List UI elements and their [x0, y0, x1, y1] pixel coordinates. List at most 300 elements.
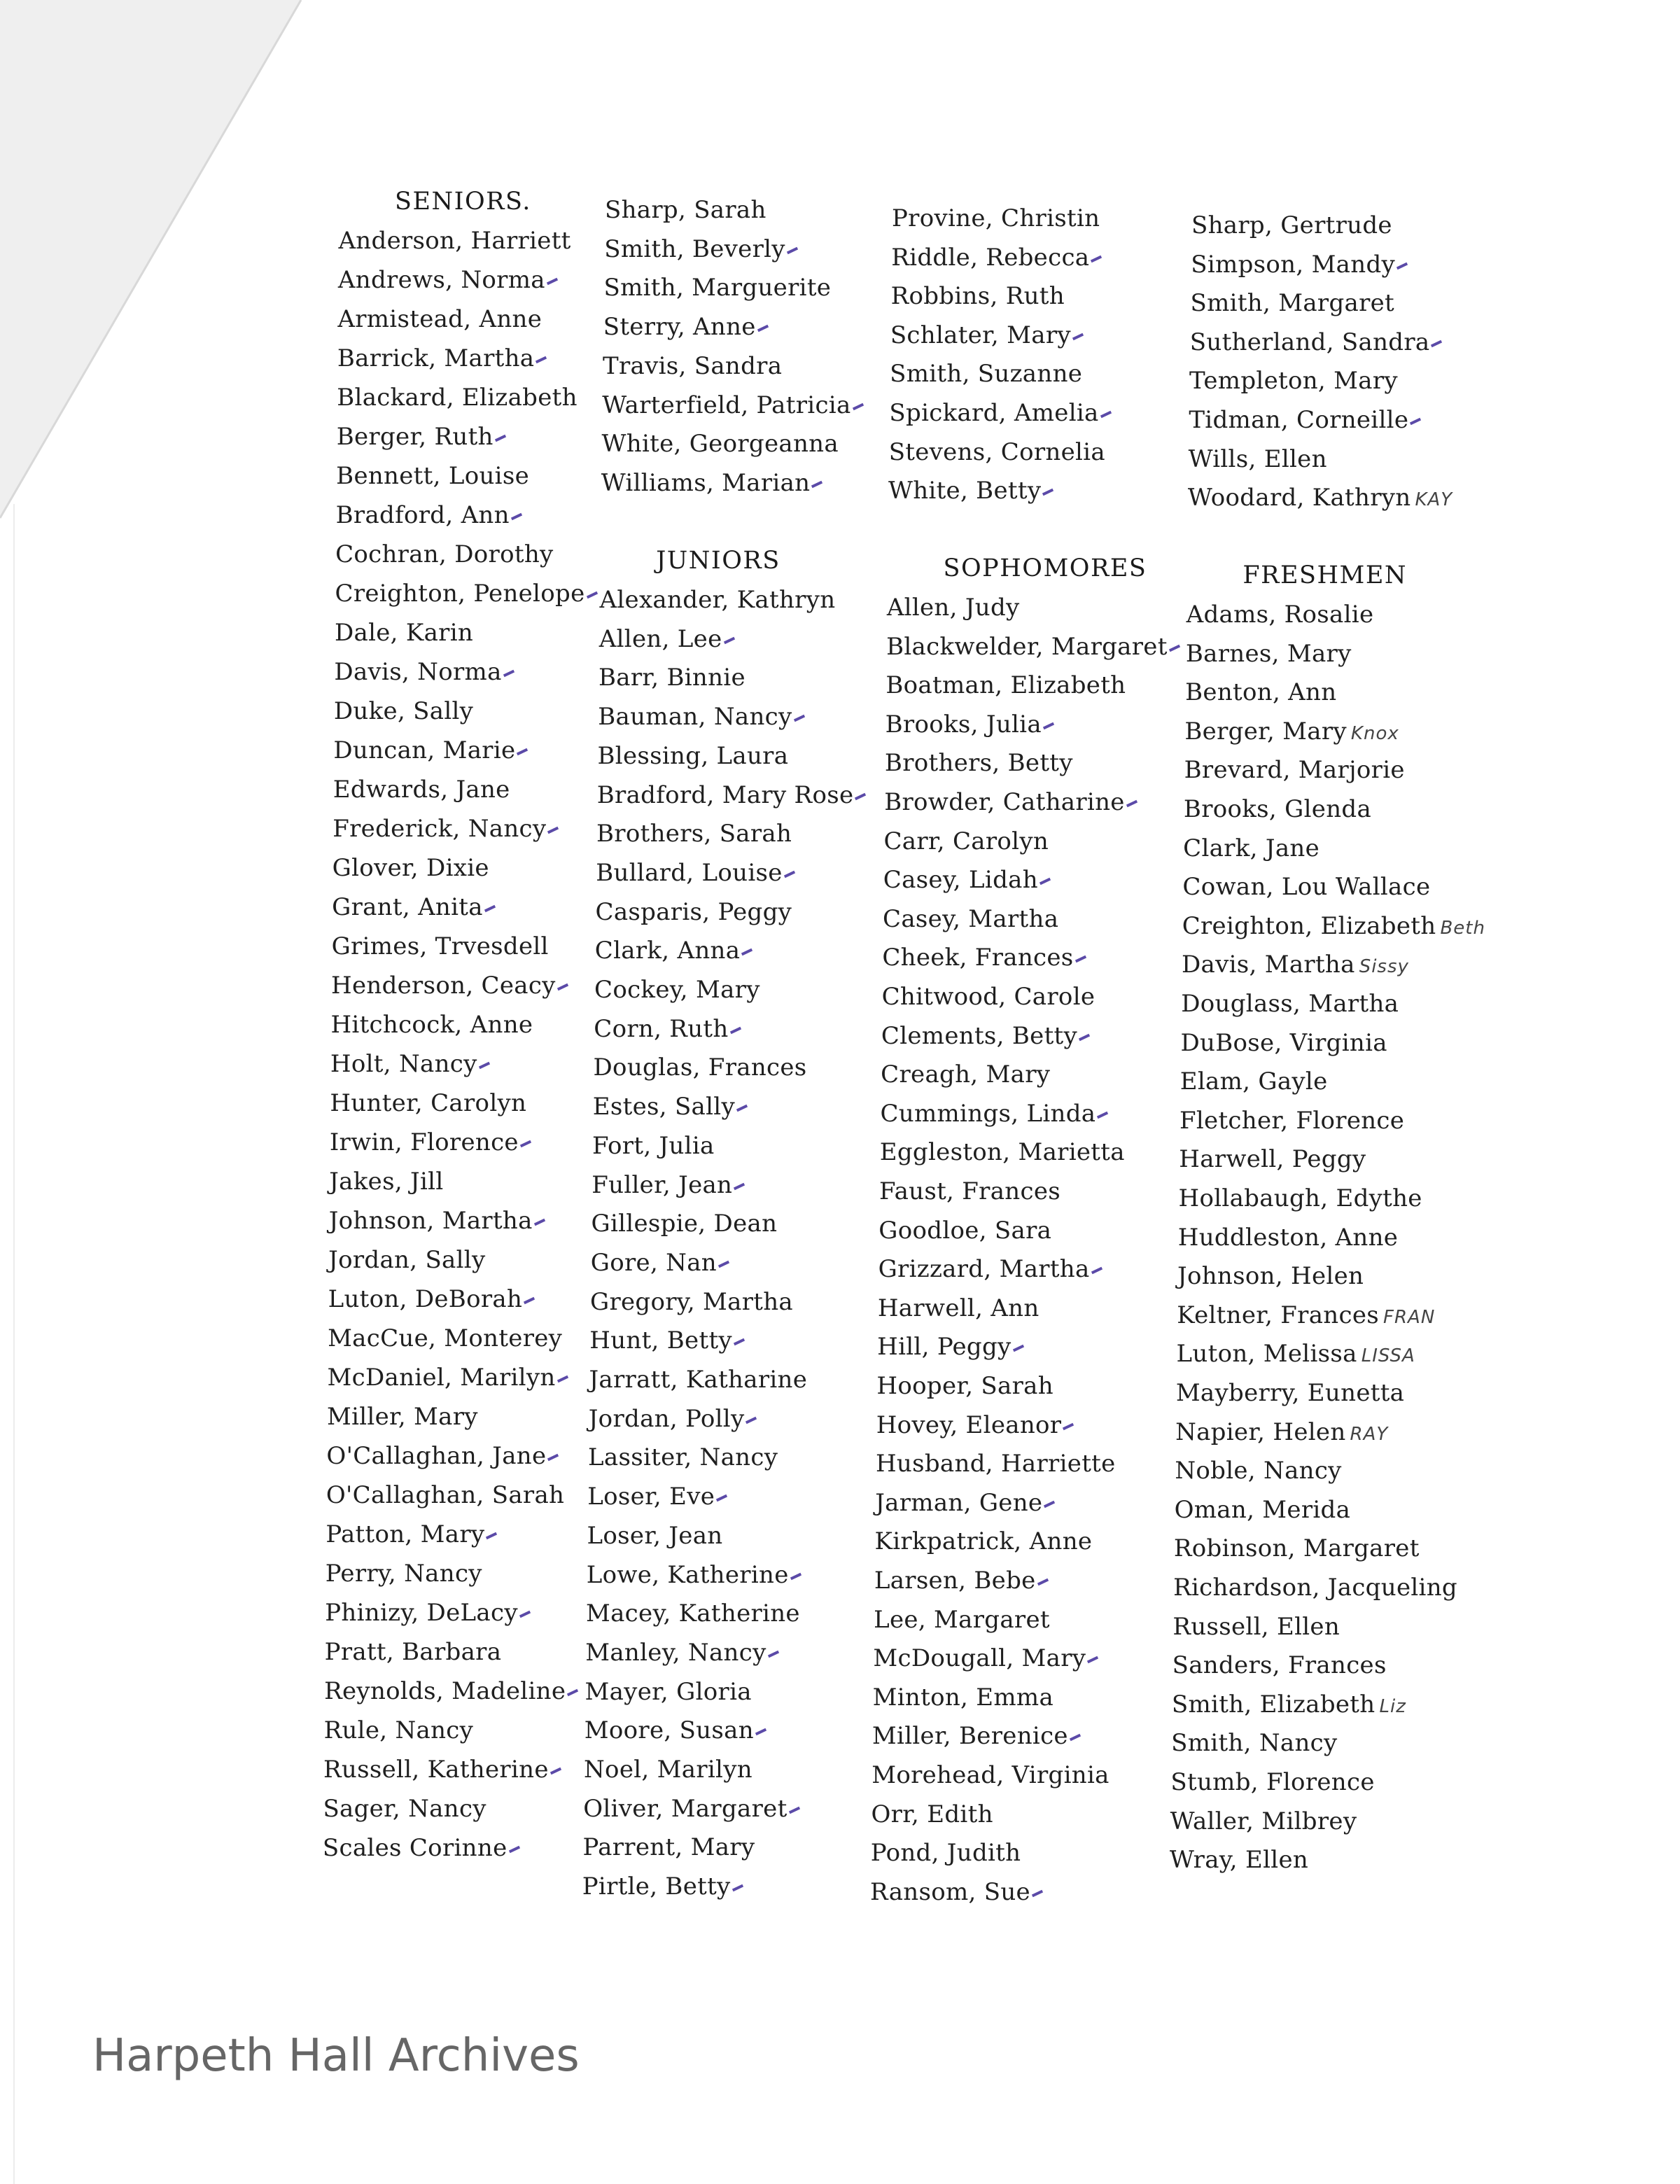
check-mark-icon [746, 1416, 757, 1423]
student-name: Goodloe, Sara [878, 1216, 1052, 1245]
check-mark-icon [852, 402, 863, 410]
student-name: Tidman, Corneille [1189, 406, 1409, 434]
student-name: Fletcher, Florence [1179, 1106, 1405, 1135]
roster-entry [589, 1326, 745, 1354]
student-name: Wray, Ellen [1169, 1846, 1309, 1875]
check-mark-icon [547, 1454, 559, 1461]
student-name: Harwell, Ann [877, 1294, 1040, 1322]
roster-entry [1185, 678, 1336, 706]
student-name: O'Callaghan, Jane [326, 1442, 547, 1470]
roster-entry [1182, 912, 1485, 942]
roster-entry [874, 1606, 1050, 1634]
roster-entry [589, 1366, 808, 1394]
roster-entry [592, 1171, 745, 1199]
check-mark-icon [520, 1140, 531, 1147]
roster-entry [1179, 1184, 1422, 1212]
student-name: Johnson, Helen [1177, 1262, 1364, 1291]
student-name: Luton, Melissa [1176, 1340, 1357, 1368]
roster-entry [883, 905, 1058, 933]
student-name: Barrick, Martha [337, 344, 535, 372]
student-name: Clark, Jane [1183, 834, 1320, 862]
roster-entry [329, 1168, 443, 1196]
roster-entry [891, 282, 1065, 310]
check-mark-icon [787, 246, 798, 253]
student-name: Barnes, Mary [1185, 639, 1352, 668]
check-mark-icon [1091, 1267, 1102, 1274]
check-mark-icon [755, 1728, 766, 1735]
roster-entry [598, 664, 746, 692]
student-name: Harwell, Peggy [1179, 1145, 1366, 1174]
roster-entry [328, 1324, 562, 1352]
student-name: Phinizy, DeLacy [325, 1599, 518, 1627]
roster-entry [585, 1639, 778, 1667]
roster-entry [1175, 1418, 1388, 1448]
roster-entry [587, 1522, 723, 1550]
student-name: Mayer, Gloria [584, 1677, 752, 1706]
roster-entry [880, 1138, 1125, 1166]
student-name: Pirtle, Betty [582, 1872, 731, 1901]
roster-entry [876, 1372, 1054, 1400]
roster-entry [887, 594, 1020, 622]
roster-entry [595, 937, 753, 965]
roster-entry [1174, 1534, 1420, 1562]
check-mark-icon [1396, 262, 1408, 269]
student-name: DuBose, Virginia [1180, 1028, 1387, 1057]
roster-entry [1177, 1262, 1364, 1290]
student-name: Hitchcock, Anne [330, 1011, 533, 1039]
roster-entry [1180, 1068, 1328, 1096]
student-name: Adams, Rosalie [1186, 601, 1374, 629]
roster-entry [882, 944, 1086, 972]
roster-entry [886, 671, 1126, 699]
student-name: Bauman, Nancy [598, 703, 792, 732]
roster-entry [886, 633, 1180, 661]
handwritten-nickname: KAY [1415, 489, 1453, 511]
check-mark-icon [757, 325, 769, 332]
student-name: Patton, Mary [326, 1520, 485, 1548]
roster-entry [337, 384, 578, 412]
check-mark-icon [1043, 722, 1054, 729]
roster-entry [336, 462, 529, 490]
student-name: Russell, Ellen [1172, 1612, 1340, 1641]
student-name: Blessing, Laura [597, 741, 789, 770]
roster-entry [590, 1288, 793, 1316]
student-name: Glover, Dixie [332, 854, 489, 882]
student-name: Cochran, Dorothy [335, 540, 554, 568]
student-name: Travis, Sandra [603, 351, 783, 380]
check-mark-icon [718, 1261, 729, 1268]
handwritten-nickname: Liz [1379, 1695, 1406, 1717]
student-name: Carr, Carolyn [883, 827, 1049, 855]
student-name: Loser, Jean [587, 1521, 723, 1550]
student-name: Allen, Judy [886, 594, 1020, 622]
roster-entry [1171, 1729, 1337, 1757]
student-name: Noel, Marilyn [584, 1756, 752, 1784]
roster-entry [326, 1481, 564, 1509]
student-name: Eggleston, Marietta [879, 1138, 1125, 1167]
check-mark-icon [1126, 800, 1138, 807]
roster-entry [328, 1285, 536, 1313]
check-mark-icon [723, 636, 734, 643]
roster-entry [878, 1217, 1051, 1245]
check-mark-icon [486, 1532, 497, 1539]
student-name: Lowe, Katherine [586, 1560, 789, 1589]
check-mark-icon [517, 748, 528, 755]
student-name: Riddle, Rebecca [891, 243, 1090, 272]
roster-entry [890, 360, 1082, 388]
check-mark-icon [1040, 878, 1051, 885]
section-heading: SOPHOMORES [943, 554, 1147, 583]
roster-entry [1170, 1807, 1357, 1835]
check-mark-icon [741, 948, 752, 955]
student-name: Cockey, Mary [594, 976, 760, 1004]
roster-entry [1175, 1457, 1341, 1485]
student-name: Armistead, Anne [337, 305, 542, 333]
student-name: Henderson, Ceacy [331, 972, 556, 1000]
roster-entry [1191, 251, 1408, 279]
student-name: Smith, Nancy [1171, 1729, 1338, 1758]
roster-entry [1189, 406, 1421, 434]
roster-entry [873, 1644, 1098, 1672]
student-name: Gillespie, Dean [591, 1210, 778, 1238]
roster-entry [1177, 1301, 1435, 1331]
check-mark-icon [586, 592, 597, 598]
student-name: Hill, Peggy [877, 1333, 1011, 1362]
check-mark-icon [556, 1376, 568, 1382]
roster-entry [876, 1450, 1116, 1478]
student-name: Anderson, Harriett [338, 227, 571, 255]
roster-entry [338, 266, 558, 294]
roster-entry [1182, 873, 1430, 901]
student-name: Manley, Nancy [585, 1638, 766, 1667]
student-name: Stumb, Florence [1170, 1768, 1375, 1796]
check-mark-icon [1012, 1345, 1023, 1352]
check-mark-icon [511, 513, 522, 520]
check-mark-icon [503, 670, 514, 677]
check-mark-icon [736, 1105, 748, 1112]
student-name: Napier, Helen [1175, 1418, 1346, 1446]
student-name: Frederick, Nancy [332, 815, 547, 843]
student-name: Davis, Norma [334, 658, 502, 686]
student-name: Kirkpatrick, Anne [874, 1527, 1093, 1556]
roster-entry [1170, 1768, 1374, 1796]
handwritten-nickname: LISSA [1361, 1345, 1415, 1367]
student-name: Sanders, Frances [1172, 1651, 1387, 1680]
student-name: Cheek, Frances [882, 944, 1074, 972]
student-name: Brooks, Glenda [1183, 795, 1372, 823]
student-name: Fuller, Jean [592, 1170, 733, 1199]
check-mark-icon [1097, 1112, 1108, 1119]
student-name: Barr, Binnie [598, 664, 746, 692]
check-mark-icon [811, 481, 822, 488]
student-name: Berger, Ruth [336, 423, 493, 451]
student-name: Provine, Christin [892, 204, 1100, 232]
student-name: Berger, Mary [1184, 717, 1347, 746]
student-name: Cowan, Lou Wallace [1182, 873, 1431, 902]
roster-entry [587, 1561, 802, 1589]
student-name: Brothers, Sarah [596, 820, 792, 848]
student-name: Casparis, Peggy [595, 897, 792, 926]
roster-entry [879, 1177, 1060, 1205]
student-name: Allen, Lee [598, 624, 722, 653]
roster-entry [328, 1246, 485, 1274]
check-mark-icon [788, 1806, 799, 1813]
student-name: Fort, Julia [592, 1131, 715, 1160]
check-mark-icon [508, 1846, 519, 1853]
roster-entry [885, 749, 1073, 777]
roster-entry [878, 1255, 1102, 1283]
student-name: Orr, Edith [871, 1800, 993, 1828]
student-name: Templeton, Mary [1189, 367, 1398, 396]
roster-entry [585, 1678, 752, 1706]
roster-entry [587, 1483, 727, 1511]
roster-entry [1178, 1224, 1398, 1252]
roster-entry [330, 1050, 490, 1078]
roster-entry [882, 983, 1096, 1011]
roster-entry [332, 815, 559, 843]
student-name: Smith, Margaret [1190, 289, 1395, 318]
student-name: Sterry, Anne [603, 313, 756, 342]
check-mark-icon [557, 983, 568, 990]
roster-entry [596, 898, 792, 926]
student-name: Jakes, Jill [329, 1168, 444, 1196]
roster-entry [603, 352, 782, 380]
student-name: Blackard, Elizabeth [337, 384, 578, 412]
roster-entry [1183, 834, 1320, 862]
roster-entry [336, 501, 522, 529]
roster-entry [599, 625, 735, 653]
student-name: Duke, Sally [333, 697, 474, 725]
roster-entry [598, 703, 804, 731]
roster-entry [1175, 1496, 1351, 1524]
student-name: MacCue, Monterey [328, 1324, 563, 1352]
roster-entry [597, 781, 867, 809]
roster-entry [1172, 1651, 1387, 1679]
section-heading: FRESHMEN [1242, 561, 1408, 590]
student-name: Jarman, Gene [875, 1488, 1043, 1517]
roster-entry [601, 469, 823, 497]
roster-entry [875, 1527, 1093, 1555]
student-name: Sager, Nancy [323, 1795, 486, 1823]
roster-entry [335, 540, 553, 568]
roster-entry [327, 1403, 478, 1431]
student-name: Gregory, Martha [590, 1287, 793, 1316]
student-name: Brothers, Betty [884, 749, 1073, 778]
student-name: Boatman, Elizabeth [886, 671, 1126, 700]
check-mark-icon [547, 827, 559, 834]
student-name: Stevens, Cornelia [888, 438, 1105, 466]
check-mark-icon [1431, 340, 1442, 347]
roster-entry [330, 1089, 526, 1117]
roster-entry [889, 399, 1111, 427]
student-name: Warterfield, Patricia [602, 391, 851, 419]
student-name: O'Callaghan, Sarah [326, 1481, 565, 1509]
student-name: Bullard, Louise [596, 858, 783, 887]
check-mark-icon [484, 905, 496, 912]
roster-entry [337, 344, 547, 372]
roster-entry [881, 1060, 1050, 1088]
roster-entry [1186, 640, 1352, 668]
roster-entry [1172, 1690, 1406, 1721]
roster-entry [596, 859, 794, 887]
roster-entry [600, 586, 836, 614]
roster-entry [594, 1054, 807, 1082]
student-name: Pond, Judith [870, 1839, 1021, 1868]
roster-entry [323, 1834, 520, 1862]
student-name: Hollabaugh, Edythe [1178, 1184, 1422, 1212]
check-mark-icon [855, 792, 866, 799]
student-name: Davis, Martha [1181, 951, 1355, 979]
student-name: Hunt, Betty [589, 1326, 732, 1355]
roster-entry [1191, 289, 1395, 317]
student-name: Creagh, Mary [881, 1060, 1051, 1089]
student-name: Minton, Emma [872, 1683, 1054, 1712]
student-name: Benton, Ann [1185, 678, 1337, 707]
roster-entry [883, 866, 1051, 894]
roster-entry [1181, 990, 1399, 1018]
roster-entry [594, 1015, 741, 1043]
roster-entry [325, 1638, 502, 1666]
check-mark-icon [716, 1494, 727, 1502]
student-name: Hunter, Carolyn [330, 1089, 527, 1117]
roster-entry [1170, 1846, 1308, 1874]
student-name: Richardson, Jacqueling [1173, 1574, 1457, 1602]
roster-entry [333, 736, 528, 764]
roster-entry [332, 932, 549, 960]
roster-entry [1184, 795, 1371, 823]
roster-entry [1177, 1340, 1415, 1370]
roster-entry [324, 1716, 474, 1744]
check-mark-icon [1070, 1734, 1081, 1741]
student-name: Sharp, Gertrude [1191, 211, 1392, 239]
student-name: Smith, Suzanne [890, 360, 1083, 388]
student-name: Williams, Marian [601, 468, 811, 497]
student-name: Lee, Margaret [874, 1605, 1050, 1634]
check-mark-icon [567, 1689, 578, 1696]
roster-entry [583, 1795, 799, 1823]
roster-entry [1180, 1107, 1404, 1135]
student-name: Huddleston, Anne [1177, 1223, 1399, 1252]
roster-entry [331, 972, 568, 1000]
check-mark-icon [1042, 489, 1054, 496]
check-mark-icon [536, 356, 547, 363]
student-name: Woodard, Kathryn [1187, 484, 1411, 512]
roster-entry [598, 742, 789, 770]
student-name: Faust, Frances [879, 1177, 1061, 1205]
roster-entry [594, 976, 760, 1004]
student-name: Smith, Elizabeth [1171, 1690, 1376, 1718]
student-name: Jarratt, Katharine [589, 1366, 808, 1394]
roster-entry [326, 1520, 497, 1548]
roster-entry [872, 1722, 1081, 1750]
roster-entry [334, 658, 514, 686]
roster-entry [603, 313, 769, 341]
roster-entry [592, 1210, 778, 1238]
check-mark-icon [734, 1182, 745, 1189]
check-mark-icon [729, 1026, 741, 1033]
roster-entry [871, 1800, 993, 1828]
student-name: Keltner, Frances [1177, 1301, 1380, 1329]
roster-entry [323, 1795, 486, 1823]
roster-entry [1189, 367, 1398, 395]
roster-entry [1184, 718, 1399, 748]
roster-entry [593, 1093, 748, 1121]
roster-entry [337, 305, 542, 333]
student-name: Waller, Milbrey [1170, 1807, 1357, 1835]
roster-entry [1180, 1029, 1387, 1057]
check-mark-icon [768, 1651, 779, 1658]
student-name: Simpson, Mandy [1191, 250, 1396, 279]
student-name: Douglass, Martha [1181, 990, 1399, 1018]
check-mark-icon [1074, 955, 1086, 962]
student-name: Blackwelder, Margaret [886, 632, 1168, 661]
check-mark-icon [1044, 1501, 1055, 1508]
check-mark-icon [1032, 1890, 1043, 1897]
student-name: Cummings, Linda [880, 1099, 1096, 1128]
roster-entry [602, 391, 863, 419]
roster-entry [1186, 601, 1374, 629]
student-name: Ransom, Sue [870, 1877, 1030, 1906]
roster-entry [335, 619, 473, 647]
student-name: Robbins, Ruth [890, 282, 1065, 311]
student-name: Rule, Nancy [323, 1716, 474, 1744]
handwritten-nickname: Sissy [1359, 956, 1409, 978]
roster-entry [325, 1599, 531, 1627]
roster-entry [881, 1022, 1090, 1050]
student-name: Hovey, Eleanor [876, 1410, 1062, 1439]
student-name: Elam, Gayle [1180, 1068, 1328, 1096]
roster-entry [1188, 484, 1452, 514]
student-name: Bennett, Louise [336, 462, 530, 490]
roster-entry [592, 1132, 715, 1160]
check-mark-icon [519, 1611, 531, 1618]
student-name: Russell, Katherine [323, 1756, 549, 1784]
student-name: Creighton, Elizabeth [1182, 911, 1436, 940]
roster-entry [604, 274, 832, 302]
student-name: Casey, Lidah [883, 866, 1038, 895]
roster-entry [874, 1567, 1049, 1595]
student-name: Jordan, Sally [328, 1246, 486, 1274]
student-name: Larsen, Bebe [874, 1567, 1036, 1595]
check-mark-icon [1037, 1578, 1048, 1586]
student-name: Grant, Anita [332, 893, 483, 921]
roster-entry [332, 854, 489, 882]
check-mark-icon [1079, 1033, 1090, 1040]
roster-entry [328, 1364, 568, 1392]
student-name: Dale, Karin [334, 619, 474, 647]
check-mark-icon [1072, 333, 1084, 340]
student-name: Johnson, Martha [328, 1207, 533, 1235]
check-mark-icon [524, 1297, 535, 1304]
student-name: Pratt, Barbara [324, 1638, 502, 1666]
check-mark-icon [1169, 644, 1180, 651]
student-name: Gore, Nan [590, 1248, 717, 1277]
check-mark-icon [547, 278, 558, 285]
roster-entry [337, 423, 506, 451]
student-name: Jordan, Polly [588, 1404, 745, 1433]
student-name: Grizzard, Martha [878, 1255, 1090, 1284]
student-name: Oliver, Margaret [583, 1794, 788, 1823]
student-name: White, Georgeanna [601, 430, 839, 458]
roster-entry [583, 1833, 755, 1861]
roster-entry [596, 820, 792, 848]
student-name: Sharp, Sarah [605, 196, 766, 224]
student-name: Lassiter, Nancy [588, 1443, 778, 1472]
student-name: Bradford, Mary Rose [596, 780, 854, 809]
student-name: Brooks, Julia [885, 710, 1042, 738]
roster-entry [1172, 1613, 1340, 1641]
roster-entry [323, 1756, 561, 1784]
